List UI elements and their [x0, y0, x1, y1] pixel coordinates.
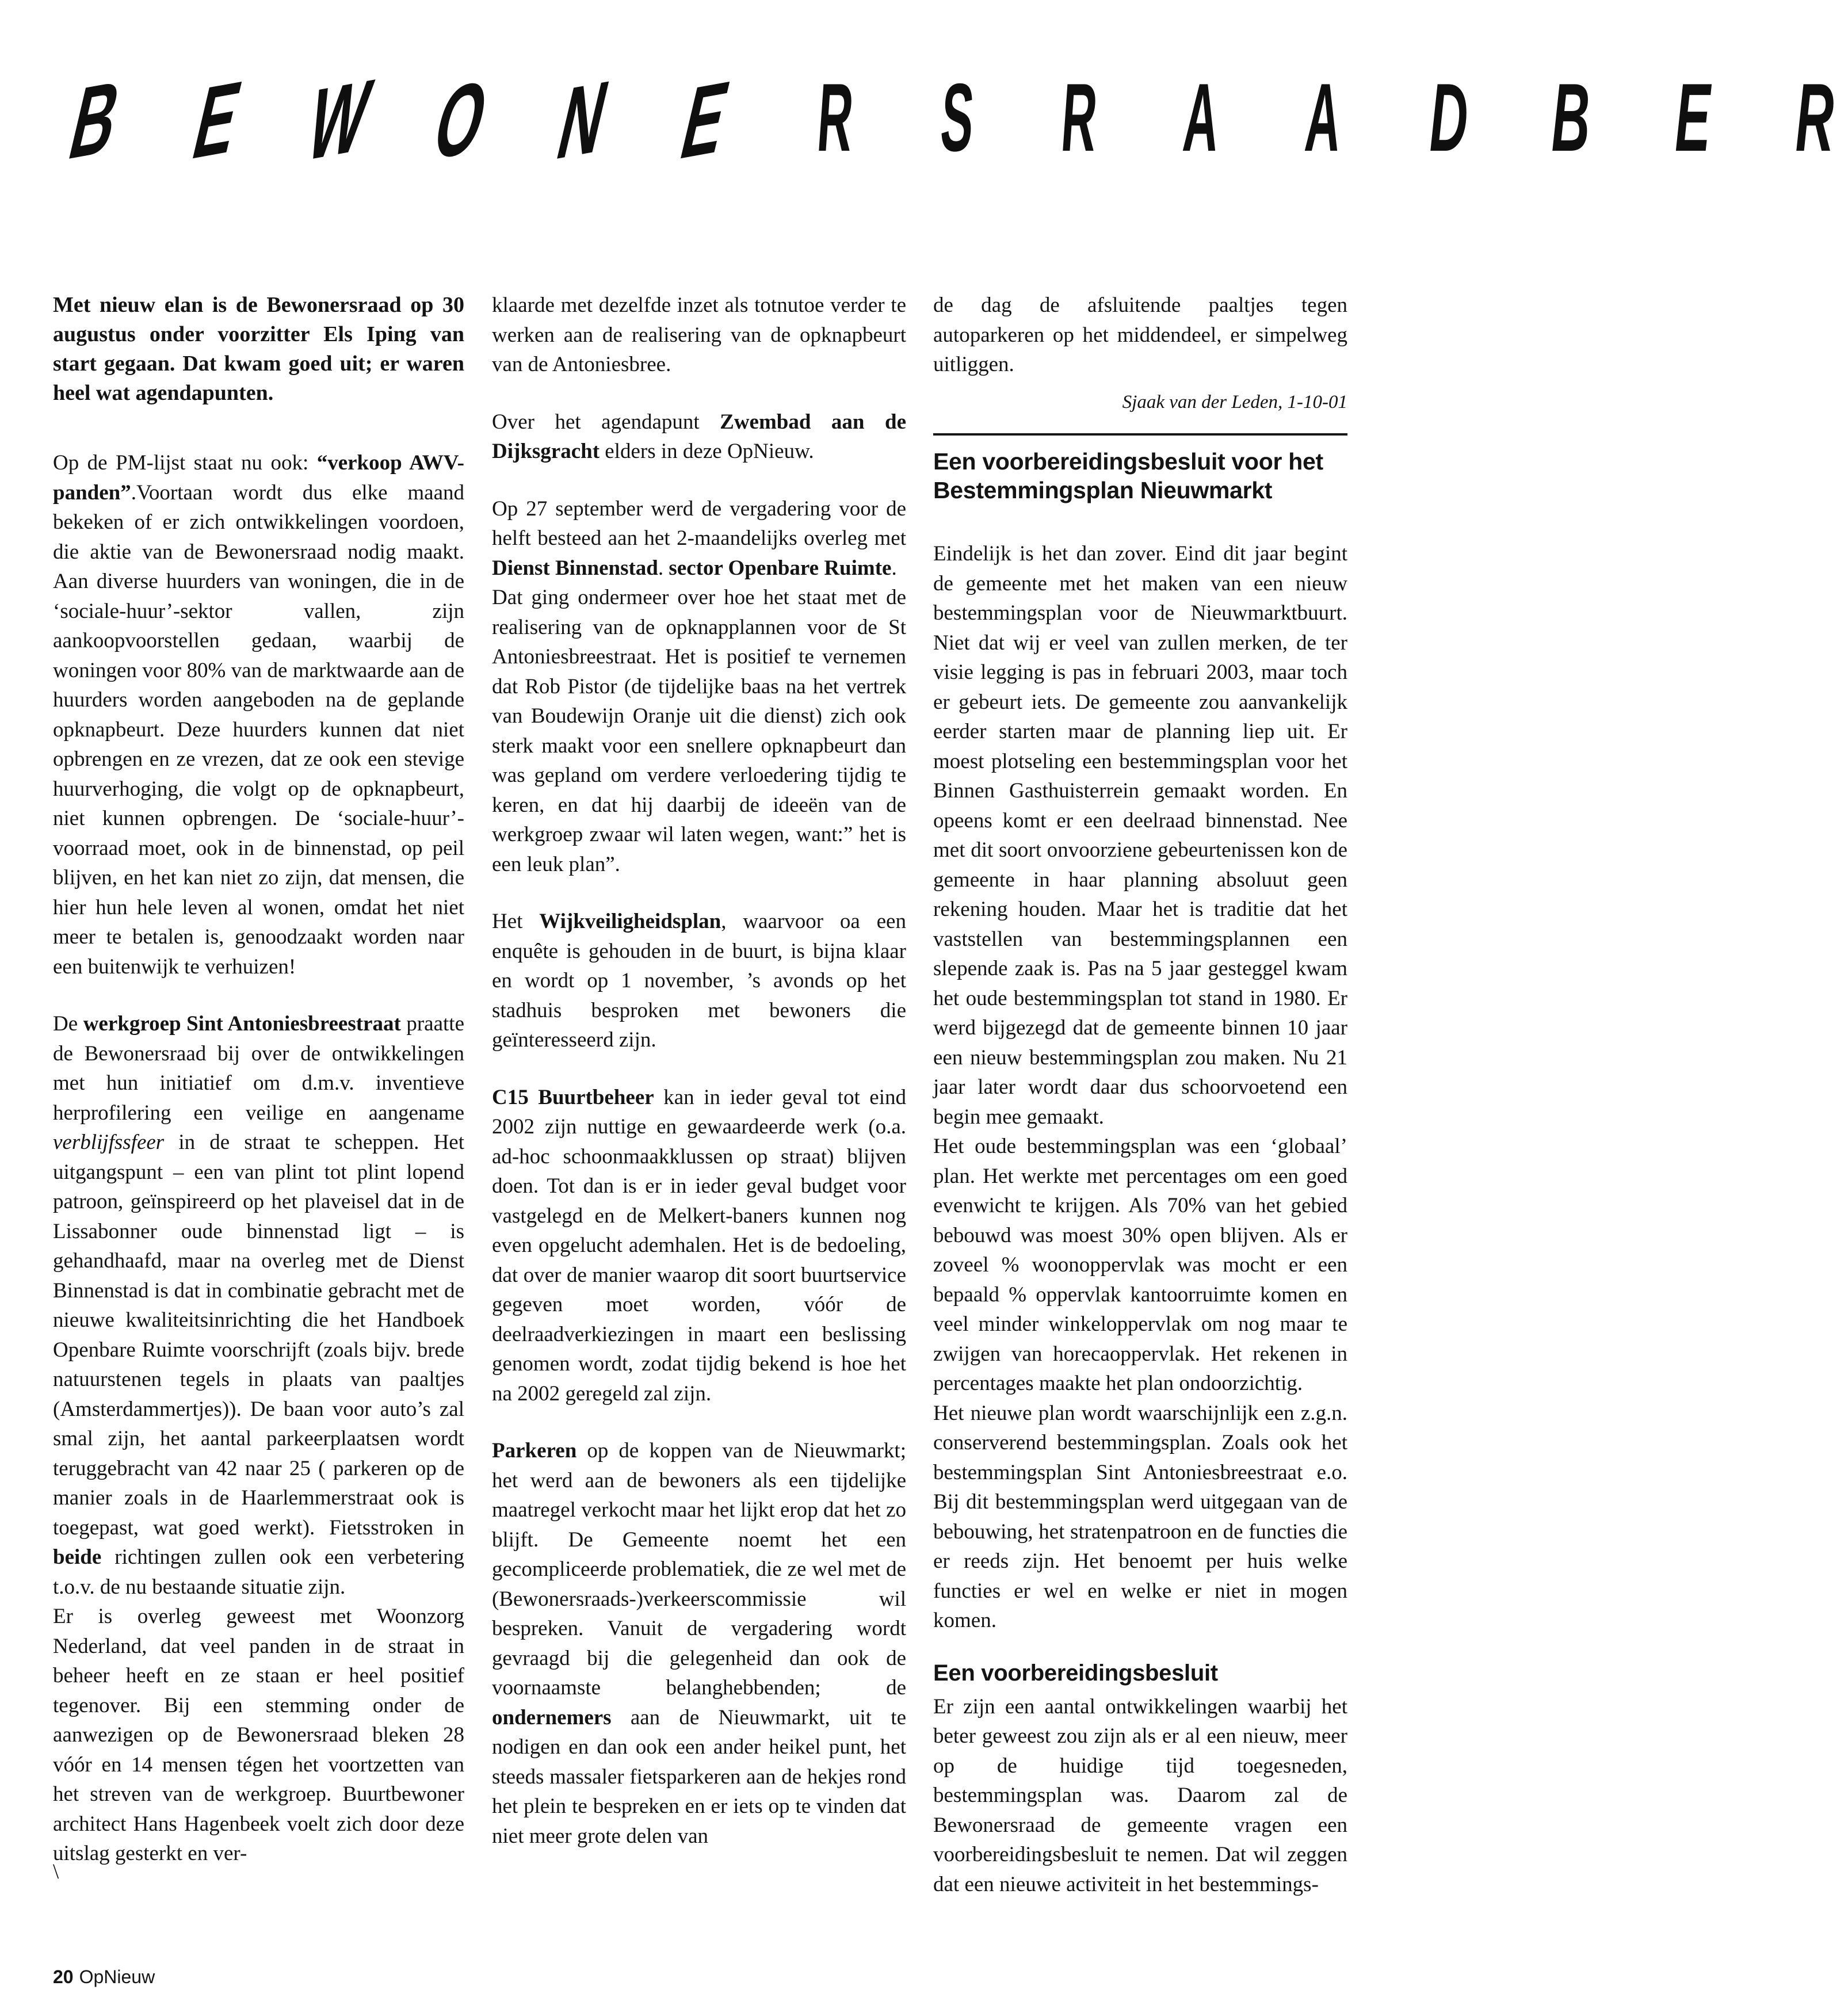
- author-signature: Sjaak van der Leden, 1-10-01: [1122, 391, 1347, 413]
- article-column-1: [53, 291, 465, 1884]
- page-number: 20: [53, 1966, 74, 1987]
- banner-letter: B: [1551, 63, 1590, 171]
- text-run: , waarvoor oa een enquête is gehouden in de buurt, is bijna klaar en wordt op 1 november, ’s avonds op het stadhuis besproken met bewoners die geïnteresseerd zijn.: [492, 910, 906, 1052]
- article-column-2: [492, 291, 906, 1851]
- banner-letter: R: [814, 63, 857, 171]
- body-paragraph: Eindelijk is het dan zover. Eind dit jaar begint de gemeente met het maken van een nieuw bestemmingsplan voor de Nieuwmarktbuurt. Niet dat wij er veel van zullen merken, de ter visie legging is pas in februari 2003, maar toch er gebeurt iets. De gemeente zou aanvankelijk eerder starten maar de planning liep uit. Er moest plotseling een bestemmingsplan voor het Binnen Gasthuisterrein gemaakt worden. En opeens komt er een deelraad binnenstad. Nee met dit soort onvoorziene gebeurtenissen kon de gemeente in haar planning absoluut geen rekening houden. Maar het is traditie dat het vaststellen van bestemmingsplannen een slepende zaak is. Pas na 5 jaar gesteggel kwam het oude bestemmingsplan tot stand in 1980. Er werd bijgezegd dat de gemeente binnen 10 jaar een nieuw bestemmingsplan zou maken. Nu 21 jaar later wordt daar dus schoorvoetend een begin mee gemaakt.: [933, 542, 1347, 1129]
- body-paragraph: [492, 1083, 906, 1409]
- bold-run: beide: [53, 1545, 102, 1569]
- banner-letter: A: [1302, 63, 1345, 171]
- bold-run: Parkeren: [492, 1439, 577, 1462]
- body-paragraph: klaarde met dezelfde inzet als totnutoe verder te werken aan de realisering van de opknapbeurt van de Antoniesbree.: [492, 293, 906, 376]
- body-paragraph: [492, 407, 906, 467]
- masthead-banner: [46, 58, 1834, 207]
- page-footer: [53, 1966, 155, 1988]
- body-paragraph: Het oude bestemmingsplan was een ‘globaal’ plan. Het werkte met percentages om een goed evenwicht te krijgen. Als 70% van het gebied bebouwd was moest 30% open blijven. Als er zoveel % woonoppervlak was mocht er een bepaald % oppervlak kantoorruimte komen en veel minder winkeloppervlak om nog maar te zwijgen van horecaoppervlak. Het rekenen in percentages maakte het plan ondoorzichtig.: [933, 1135, 1347, 1395]
- body-paragraph: de dag de afsluitende paaltjes tegen autoparkeren op het middendeel, er simpelweg uitliggen.: [933, 293, 1347, 376]
- banner-letter: O: [424, 58, 498, 182]
- body-paragraph: Er is overleg geweest met Woonzorg Nederland, dat veel panden in de straat in beheer heeft en ze staan er heel positief tegenover. Bij een stemming onder de aanwezigen op de Bewonersraad bleken 28 vóór en 14 mensen tégen het voortzetten van het streven van de werkgroep. Buurtbewoner architect Hans Hagenbeek voelt zich door deze uitslag gesterkt en ver-: [53, 1605, 464, 1865]
- banner-letter: A: [1180, 63, 1223, 171]
- text-run: praatte de Bewonersraad bij over de ontwikkelingen met hun initiatief om d.m.v. inventieve herprofilering een veilige en aangename: [53, 1012, 464, 1125]
- bold-run: Zwembad aan de Dijksgracht: [492, 410, 906, 463]
- banner-letter: S: [937, 63, 978, 171]
- body-paragraph: [492, 494, 906, 583]
- text-run: .: [658, 556, 669, 580]
- banner-letter: W: [297, 58, 381, 183]
- text-run: op de koppen van de Nieuwmarkt; het werd aan de bewoners als een tijdelijke maatregel verkocht maar het lijkt erop dat het zo blijft. De Gemeente noemt het een gecompliceerde problematiek, die ze wel met de (Bewonersraads-)verkeerscommissie wil bespreken. Vanuit de vergadering wordt gevraagd bij die gelegenheid dan ook de voornaamste belanghebbenden; de: [492, 1439, 906, 1700]
- bold-run: sector Openbare Ruimte: [669, 556, 892, 580]
- text-run: elders in deze OpNieuw.: [600, 440, 814, 463]
- text-run: richtingen zullen ook een verbetering t.o.v. de nu bestaande situatie zijn.: [53, 1545, 464, 1599]
- body-paragraph: [53, 448, 464, 982]
- bold-run: werkgroep Sint Antoniesbreestraat: [83, 1012, 401, 1036]
- bold-run: C15 Buurtbeheer: [492, 1085, 654, 1109]
- banner-letter: N: [548, 59, 618, 182]
- banner-letter: E: [1675, 63, 1710, 171]
- bold-run: “verkoop AWV-panden”: [53, 451, 465, 505]
- text-run: Het: [492, 910, 540, 933]
- article-column-3: [933, 291, 1347, 1899]
- banner-letter: B: [60, 59, 131, 182]
- lead-paragraph: Met nieuw elan is de Bewonersraad op 30 augustus onder voorzitter Els Iping van start gegaan. Dat kwam goed uit; er waren heel wat agendapunten.: [53, 293, 464, 405]
- text-run: Op de PM-lijst staat nu ook:: [53, 451, 317, 475]
- bold-run: ondernemers: [492, 1705, 612, 1729]
- publication-name: OpNieuw: [79, 1966, 155, 1987]
- text-run: Over het agendapunt: [492, 410, 720, 434]
- bold-run: Wijkveiligheidsplan: [539, 910, 721, 933]
- continuation-mark: \: [53, 1859, 59, 1884]
- text-run: De: [53, 1012, 83, 1036]
- body-paragraph: [492, 907, 906, 1055]
- banner-letter: R: [1058, 63, 1101, 171]
- banner-letter: E: [183, 59, 251, 182]
- banner-letter: R: [1795, 63, 1834, 171]
- body-paragraph: Dat ging ondermeer over hoe het staat met de realisering van de opknapplannen voor de St Antoniesbreestraat. Het is positief te vernemen dat Rob Pistor (de tijdelijke baas na het vertrek van Boudewijn Oranje uit die dienst) zich ook sterk maakt voor een snellere opknapbeurt dan was gepland om verdere verloedering tijdig te keren, en dat hij daarbij de ideeën van de werkgroep zwaar wil laten wegen, want:” het is een leuk plan”.: [492, 586, 906, 876]
- text-run: Op 27 september werd de vergadering voor de helft besteed aan het 2-maandelijks overleg met: [492, 497, 906, 550]
- banner-letter: E: [671, 59, 739, 182]
- body-paragraph: [492, 1436, 906, 1851]
- text-run: .Voortaan wordt dus elke maand bekeken of er zich ontwikkelingen voordoen, die aktie van de Bewonersraad nodig maakt. Aan diverse huurders van woningen, die in de ‘sociale-huur’-sektor vallen, zijn aankoopvoorstellen gedaan, waarbij de woningen voor 80% van de marktwaarde aan de huurders worden aangeboden na de geplande opknapbeurt. Deze huurders kunnen dat niet opbrengen en ze vrezen, dat ze ook een stevige huurverhoging, die volgt op de opknapbeurt, niet kunnen opbrengen. De ‘sociale-huur’-voorraad moet, ook in de binnenstad, op peil blijven, en het kan niet zo zijn, dat mensen, die hier hun hele leven al wonen, omdat het niet meer te betalen is, genoodzaakt worden naar een buitenwijk te verhuizen!: [53, 480, 464, 979]
- section-divider: [933, 433, 1347, 436]
- text-run: in de straat te scheppen. Het uitgangspunt – een van plint tot plint lopend patroon, geïnspireerd op het plaveisel dat in de Lissabonner oude binnenstad ligt – is gehandhaafd, maar na overleg met de Dienst Binnenstad is dat in combinatie gebracht met de nieuwe kwaliteitsinrichting die het Handboek Openbare Ruimte voorschrijft (zoals bijv. brede natuurstenen tegels in plaats van paaltjes (Amsterdammertjes)). De baan voor auto’s zal smal zijn, het aantal parkeerplaatsen wordt teruggebracht van 42 naar 25 ( parkeren op de manier zoals in de Haarlemmerstraat ook is toegepast, wat goed werkt). Fietsstroken in: [53, 1131, 464, 1540]
- text-run: aan de Nieuwmarkt, uit te nodigen en dan ook een ander heikel punt, het steeds massaler fietsparkeren aan de hekjes rond het plein te bespreken en er iets op te vinden dat niet meer grote delen van: [492, 1705, 906, 1848]
- bold-run: Dienst Binnenstad: [492, 556, 658, 580]
- body-paragraph: Het nieuwe plan wordt waarschijnlijk een z.g.n. conserverend bestemmingsplan. Zoals ook het bestemmingsplan Sint Antoniesbreestraat e.o. Bij dit bestemmingsplan werd uitgegaan van de bebouwing, het stratenpatroon en de functies die er reeds zijn. Het benoemt per huis welke functies er wel en welke er niet in mogen komen.: [933, 1401, 1347, 1632]
- text-run: kan in ieder geval tot eind 2002 zijn nuttige en gewaardeerde werk (o.a. ad-hoc schoonmaakklussen op straat) blijven doen. Tot dan is er in ieder geval budget voor vastgelegd en de Melkert-baners kunnen nog even opgelucht ademhalen. Het is de bedoeling, dat over de manier waarop dit soort buurtservice gegeven moet worden, vóór de deelraadverkiezingen in maart een beslissing genomen wordt, zodat tijdig bekend is hoe het na 2002 geregeld zal zijn.: [492, 1085, 906, 1406]
- italic-run: verblijfssfeer: [53, 1131, 165, 1154]
- body-paragraph: [53, 1009, 464, 1602]
- banner-letter: D: [1429, 63, 1468, 171]
- section-heading: Een voorbereidingsbesluit voor het Bestemmingsplan Nieuwmarkt: [933, 448, 1323, 503]
- section-subheading: Een voorbereidingsbesluit: [933, 1660, 1218, 1686]
- body-paragraph: Er zijn een aantal ontwikkelingen waarbij het beter geweest zou zijn als er al een nieuw, meer op de huidige tijd toegesneden, bestemmingsplan was. Daarom zal de Bewonersraad de gemeente vragen een voorbereidingsbesluit te nemen. Dat wil zeggen dat een nieuwe activiteit in het bestemmings-: [933, 1694, 1347, 1896]
- text-run: .: [891, 556, 897, 580]
